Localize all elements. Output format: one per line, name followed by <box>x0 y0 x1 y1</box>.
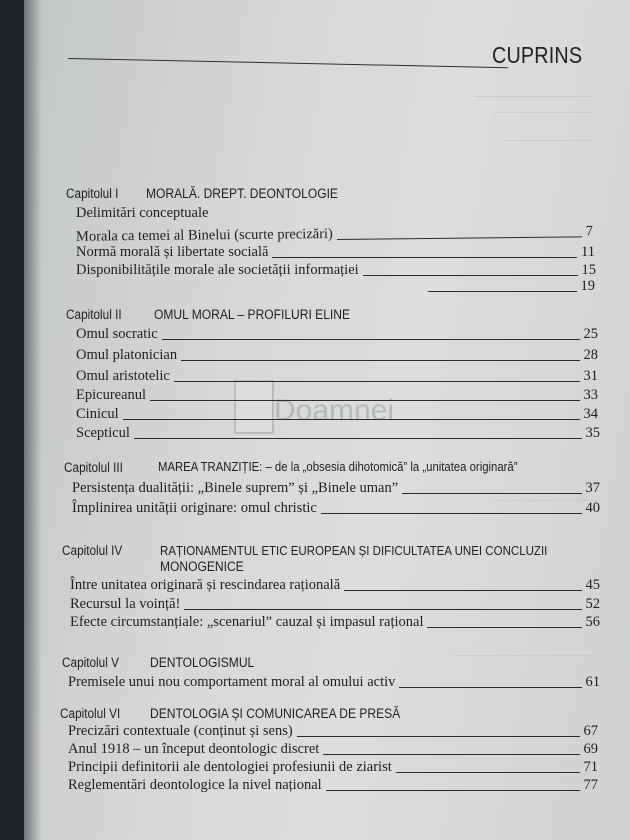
toc-leader <box>162 338 580 340</box>
toc-leader <box>184 608 581 610</box>
chapter-number: Capitolul I <box>66 186 119 201</box>
chapter-number: Capitolul IV <box>62 543 123 558</box>
toc-entry-label: Epicureanul <box>76 387 147 403</box>
toc-entry-label: Scepticul <box>76 425 130 441</box>
toc-leader <box>323 753 579 755</box>
toc-entry-page: 45 <box>585 577 600 593</box>
toc-entry-page: 35 <box>585 425 600 441</box>
toc-entry-label: Omul socratic <box>76 326 158 342</box>
toc-leader <box>123 418 580 420</box>
toc-entry-page: 28 <box>583 347 598 363</box>
toc-entry-page: 19 <box>580 278 595 294</box>
chapter-number: Capitolul VI <box>60 706 121 721</box>
toc-entry-label: Normă morală și libertate socială <box>76 244 269 260</box>
toc-entry <box>76 244 595 261</box>
toc-leader <box>181 359 579 361</box>
toc-entry-page: 67 <box>583 723 598 739</box>
toc-entry-page: 7 <box>585 223 594 240</box>
toc-entry <box>76 347 598 364</box>
toc-entry-label: Morala ca temei al Binelui (scurte precizări) <box>75 226 333 245</box>
toc-leader <box>402 492 581 494</box>
header-rule <box>68 58 508 68</box>
chapter-title: RAȚIONAMENTUL ETIC EUROPEAN ȘI DIFICULTATEA UNEI CONCLUZII <box>160 543 548 558</box>
toc-leader <box>337 235 582 240</box>
toc-entry-page: 34 <box>583 406 598 422</box>
toc-entry-label: Disponibilitățile morale ale societății informației <box>76 262 359 278</box>
chapter-heading <box>62 543 548 558</box>
toc-entry-label: Delimitări conceptuale <box>76 205 209 221</box>
toc-entry-label: Precizări contextuale (conținut și sens) <box>68 723 293 739</box>
toc-entry-label: Premisele unui nou comportament moral al omului activ <box>68 674 396 690</box>
toc-entry-page: 69 <box>583 741 598 757</box>
toc-leader <box>321 512 582 514</box>
toc-entry <box>76 262 596 279</box>
toc-entry <box>424 278 595 295</box>
toc-entry-label: Persistența dualității: „Binele suprem” și „Binele uman” <box>72 480 399 496</box>
toc-entry <box>68 777 598 794</box>
toc-entry-label: Între unitatea originară și rescindarea rațională <box>70 577 341 593</box>
toc-entry-label: Anul 1918 – un început deontologic discret <box>68 741 320 757</box>
toc-entry <box>76 406 598 423</box>
toc-leader <box>428 290 577 292</box>
watermark-text: Doamnei <box>274 394 395 427</box>
toc-leader <box>344 589 581 591</box>
toc-entry-page: 11 <box>581 244 595 260</box>
toc-entry-page: 52 <box>585 596 600 612</box>
toc-entry <box>76 368 598 385</box>
chapter-title: MORALĂ. DREPT. DEONTOLOGIE <box>146 186 338 201</box>
page-title: CUPRINS <box>492 42 583 68</box>
toc-entry <box>72 500 600 517</box>
toc-entry <box>72 480 600 497</box>
toc-entry <box>76 425 600 442</box>
toc-entry-page: 25 <box>583 326 598 342</box>
toc-entry-label: Reglementări deontologice la nivel național <box>68 777 322 793</box>
toc-entry-page: 56 <box>585 614 600 630</box>
toc-entry <box>76 387 598 404</box>
toc-leader <box>174 380 580 382</box>
toc-entry-page: 61 <box>585 674 600 690</box>
chapter-heading <box>64 460 518 475</box>
toc-entry-page: 71 <box>583 759 598 775</box>
chapter-number: Capitolul II <box>66 307 122 322</box>
toc-entry-page: 37 <box>585 480 600 496</box>
toc-entry-label: Omul aristotelic <box>76 368 170 384</box>
toc-leader <box>297 735 580 737</box>
chapter-title: OMUL MORAL – PROFILURI ELINE <box>154 307 351 322</box>
toc-entry <box>68 759 598 776</box>
toc-entry-label: Omul platonician <box>76 347 178 363</box>
toc-leader <box>326 789 580 791</box>
toc-entry <box>68 674 600 691</box>
chapter-title: MAREA TRANZIȚIE: – de la „obsesia dihotomică” la „unitatea originară” <box>158 460 518 474</box>
toc-leader <box>134 437 582 439</box>
toc-entry <box>70 577 600 594</box>
toc-entry <box>68 741 598 758</box>
toc-entry-page: 77 <box>583 777 598 793</box>
chapter-number: Capitolul III <box>64 460 123 475</box>
toc-entry <box>70 596 600 613</box>
toc-entry-label: Principii definitorii ale dentologiei profesiunii de ziarist <box>68 759 392 775</box>
chapter-title-continuation: MONOGENICE <box>160 559 244 574</box>
chapter-heading <box>60 706 401 721</box>
toc-leader <box>427 626 581 628</box>
toc-entry <box>76 205 256 222</box>
toc-entry-label: Cinicul <box>76 406 119 422</box>
toc-entry-page: 15 <box>581 262 596 278</box>
toc-entry <box>76 223 593 245</box>
toc-entry-page: 33 <box>583 387 598 403</box>
toc-leader <box>363 274 578 276</box>
toc-entry-label: Efecte circumstanțiale: „scenariul” cauzal și impasul rațional <box>70 614 424 630</box>
chapter-number: Capitolul V <box>62 655 119 670</box>
chapter-heading <box>66 186 338 201</box>
toc-entry-page: 40 <box>585 500 600 516</box>
toc-leader <box>150 399 579 401</box>
chapter-heading <box>66 307 351 322</box>
toc-leader <box>272 256 577 258</box>
toc-entry <box>68 723 598 740</box>
toc-entry <box>76 326 598 343</box>
toc-entry <box>70 614 600 631</box>
book-page <box>24 0 630 840</box>
page-gutter-shadow <box>24 0 42 840</box>
toc-leader <box>399 686 581 688</box>
toc-leader <box>396 771 580 773</box>
chapter-heading <box>62 655 255 670</box>
chapter-title: DENTOLOGISMUL <box>150 655 255 670</box>
toc-entry-page: 31 <box>583 368 598 384</box>
chapter-title: DENTOLOGIA ȘI COMUNICAREA DE PRESĂ <box>150 706 401 721</box>
toc-entry-label: Recursul la voință! <box>70 596 181 612</box>
toc-entry-label: Împlinirea unității originare: omul christic <box>72 500 317 516</box>
